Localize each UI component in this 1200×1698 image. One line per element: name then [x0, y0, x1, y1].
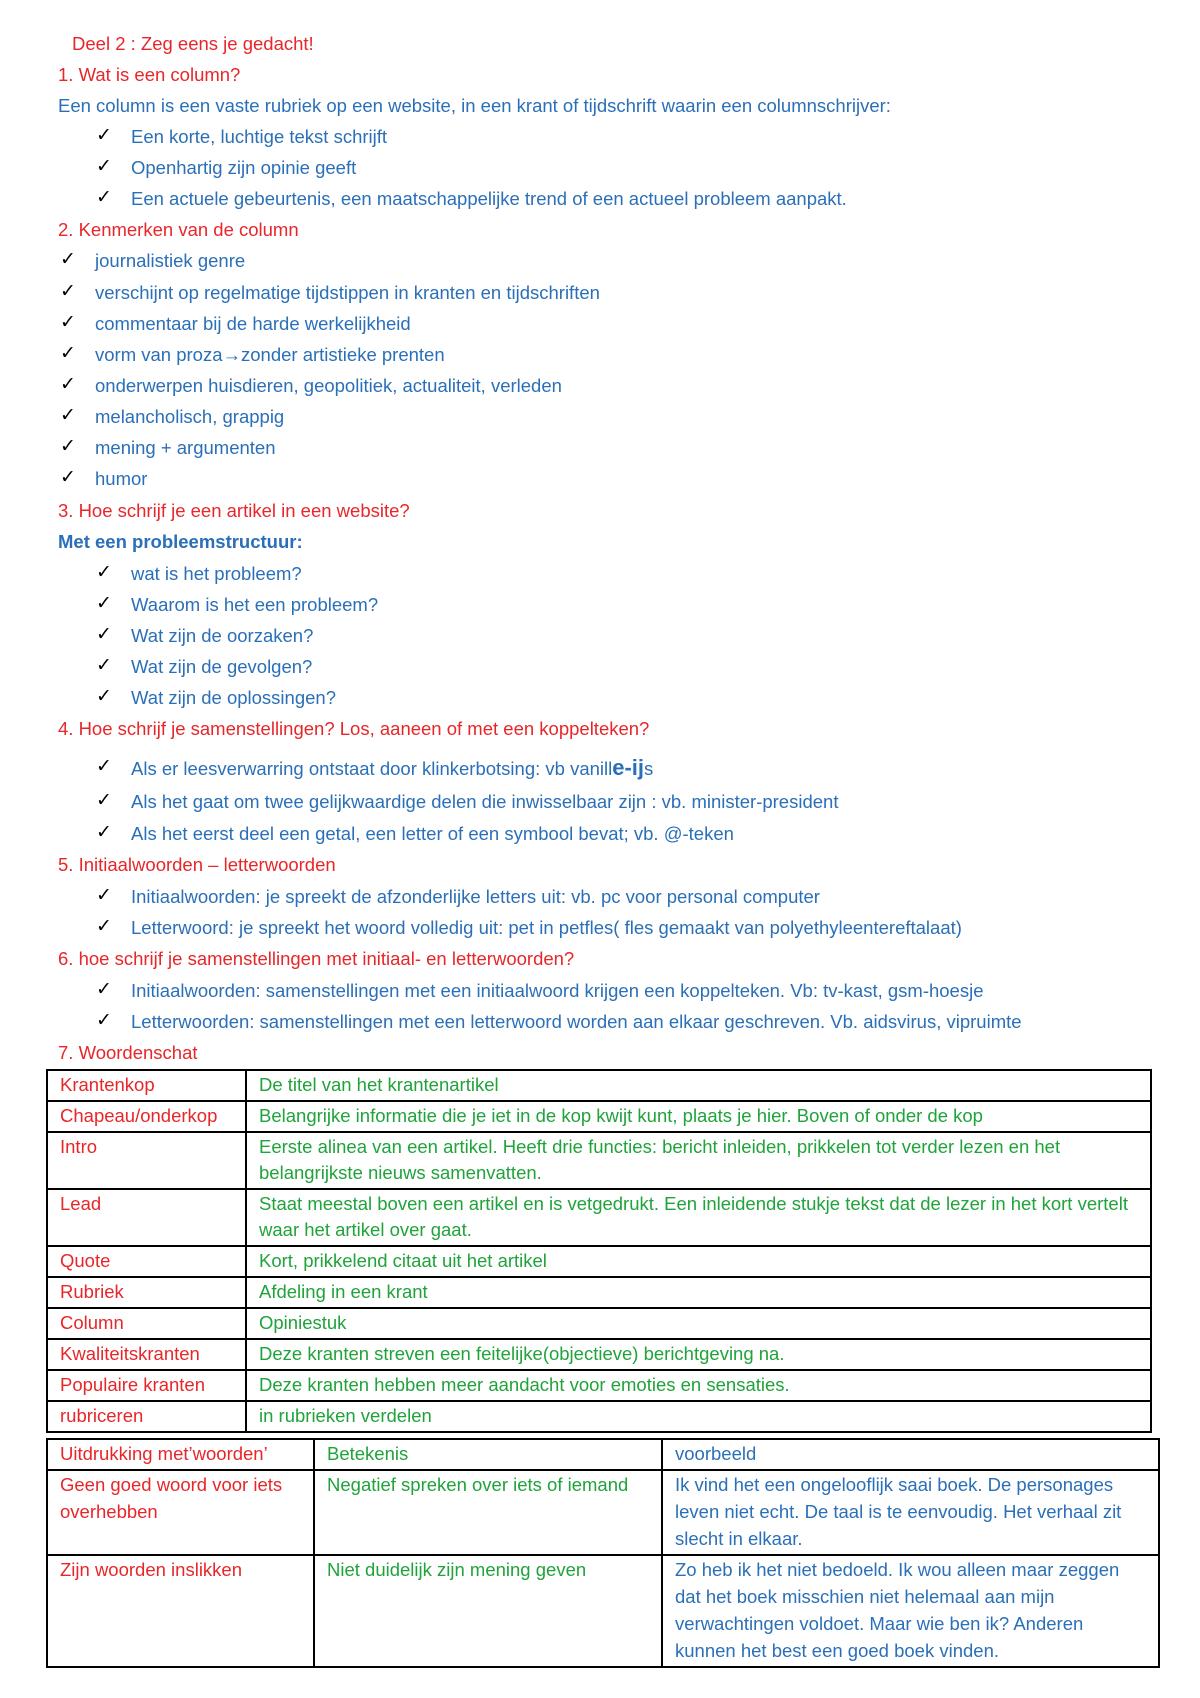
table-cell-definition: Deze kranten streven een feitelijke(objectieve) berichtgeving na. [246, 1339, 1151, 1370]
list-item: Wat zijn de gevolgen? [131, 656, 313, 677]
checkmark-icon: ✓ [96, 756, 112, 777]
checkmark-icon: ✓ [96, 593, 112, 614]
list-item: Waarom is het een probleem? [131, 594, 379, 615]
table-cell-expression: Zijn woorden inslikken [47, 1555, 314, 1667]
list-item: melancholisch, grappig [95, 406, 285, 427]
table-cell-term: Lead [47, 1189, 246, 1246]
checkmark-icon: ✓ [96, 156, 112, 177]
list-item: wat is het probleem? [131, 563, 302, 584]
table-cell-term: Rubriek [47, 1277, 246, 1308]
checkmark-icon: ✓ [60, 467, 76, 488]
table-row [47, 1339, 1151, 1370]
list-item: Een actuele gebeurtenis, een maatschappelijke trend of een actueel probleem aanpakt. [131, 188, 847, 209]
vocabulary-table [46, 1069, 1152, 1433]
table-cell-term: Kwaliteitskranten [47, 1339, 246, 1370]
list-item: vorm van proza→zonder artistieke prenten [95, 344, 445, 365]
table-row [47, 1401, 1151, 1432]
table-cell-definition: Deze kranten hebben meer aandacht voor emoties en sensaties. [246, 1370, 1151, 1401]
list-item: mening + argumenten [95, 437, 276, 458]
table-cell-term: rubriceren [47, 1401, 246, 1432]
list-item: commentaar bij de harde werkelijkheid [95, 313, 411, 334]
table-cell-term: Intro [47, 1132, 246, 1189]
checkmark-icon: ✓ [60, 312, 76, 333]
checkmark-icon: ✓ [96, 187, 112, 208]
table-cell-example: Zo heb ik het niet bedoeld. Ik wou alleen maar zeggen dat het boek misschien niet helemaal aan mijn verwachtingen voldoet. Maar wie ben ik? Anderen kunnen het best een goed boek vinden. [662, 1555, 1159, 1667]
checkmark-icon: ✓ [96, 979, 112, 1000]
column-header-meaning: Betekenis [314, 1439, 662, 1470]
checkmark-icon: ✓ [96, 790, 112, 811]
checkmark-icon: ✓ [96, 686, 112, 707]
table-row [47, 1277, 1151, 1308]
section-4-heading: 4. Hoe schrijf je samenstellingen? Los, aaneen of met een koppelteken? [58, 718, 650, 739]
emphasized-text: e-ij [612, 755, 645, 780]
table-cell-term: Krantenkop [47, 1070, 246, 1101]
table-row [47, 1189, 1151, 1246]
column-header-example: voorbeeld [662, 1439, 1159, 1470]
checkmark-icon: ✓ [60, 436, 76, 457]
table-cell-definition: Afdeling in een krant [246, 1277, 1151, 1308]
table-row [47, 1132, 1151, 1189]
section-3-subheading: Met een probleemstructuur: [58, 531, 303, 552]
checkmark-icon: ✓ [96, 916, 112, 937]
table-row [47, 1370, 1151, 1401]
table-cell-example: Ik vind het een ongelooflijk saai boek. De personages leven niet echt. De taal is te eenvoudig. Het verhaal zit slecht in elkaar. [662, 1470, 1159, 1555]
table-row [47, 1246, 1151, 1277]
section-3-heading: 3. Hoe schrijf je een artikel in een website? [58, 500, 410, 521]
checkmark-icon: ✓ [60, 343, 76, 364]
table-cell-term: Chapeau/onderkop [47, 1101, 246, 1132]
list-item-text: Als er leesverwarring ontstaat door klinkerbotsing: vb vanill [131, 758, 613, 779]
section-5-heading: 5. Initiaalwoorden – letterwoorden [58, 854, 336, 875]
list-item: Initiaalwoorden: je spreekt de afzonderlijke letters uit: vb. pc voor personal computer [131, 886, 820, 907]
list-item: Een korte, luchtige tekst schrijft [131, 126, 388, 147]
section-7-heading: 7. Woordenschat [58, 1042, 198, 1063]
checkmark-icon: ✓ [60, 374, 76, 395]
table-cell-definition: Belangrijke informatie die je iet in de kop kwijt kunt, plaats je hier. Boven of onder de kop [246, 1101, 1151, 1132]
list-item: Letterwoord: je spreekt het woord volledig uit: pet in petfles( fles gemaakt van polyethyleentereftalaat) [131, 917, 962, 938]
checkmark-icon: ✓ [96, 624, 112, 645]
column-header-expression: Uitdrukking met’woorden’ [47, 1439, 314, 1470]
list-item: verschijnt op regelmatige tijdstippen in kranten en tijdschriften [95, 282, 600, 303]
list-item: onderwerpen huisdieren, geopolitiek, actualiteit, verleden [95, 375, 562, 396]
checkmark-icon: ✓ [96, 885, 112, 906]
checkmark-icon: ✓ [60, 249, 76, 270]
table-cell-term: Column [47, 1308, 246, 1339]
table-cell-definition: De titel van het krantenartikel [246, 1070, 1151, 1101]
table-cell-definition: Kort, prikkelend citaat uit het artikel [246, 1246, 1151, 1277]
table-row [47, 1101, 1151, 1132]
section-1-heading: 1. Wat is een column? [58, 64, 241, 85]
table-cell-definition: Eerste alinea van een artikel. Heeft drie functies: bericht inleiden, prikkelen tot verder lezen en het belangrijkste nieuws samenvatten. [246, 1132, 1151, 1189]
document-title: Deel 2 : Zeg eens je gedacht! [72, 33, 314, 54]
table-cell-definition: Opiniestuk [246, 1308, 1151, 1339]
table-cell-meaning: Negatief spreken over iets of iemand [314, 1470, 662, 1555]
table-row [47, 1070, 1151, 1101]
list-item: Letterwoorden: samenstellingen met een letterwoord worden aan elkaar geschreven. Vb. aidsvirus, vipruimte [131, 1011, 1022, 1032]
list-item: humor [95, 468, 148, 489]
checkmark-icon: ✓ [96, 562, 112, 583]
table-cell-meaning: Niet duidelijk zijn mening geven [314, 1555, 662, 1667]
list-item: Openhartig zijn opinie geeft [131, 157, 357, 178]
section-2-heading: 2. Kenmerken van de column [58, 219, 299, 240]
table-cell-definition: Staat meestal boven een artikel en is vetgedrukt. Een inleidende stukje tekst dat de lezer in het kort vertelt waar het artikel over gaat. [246, 1189, 1151, 1246]
list-item: Wat zijn de oorzaken? [131, 625, 314, 646]
checkmark-icon: ✓ [60, 281, 76, 302]
table-cell-definition: in rubrieken verdelen [246, 1401, 1151, 1432]
list-item: journalistiek genre [95, 250, 246, 271]
table-cell-term: Populaire kranten [47, 1370, 246, 1401]
table-row [47, 1308, 1151, 1339]
table-row [47, 1555, 1159, 1667]
checkmark-icon: ✓ [96, 655, 112, 676]
list-item: Als het gaat om twee gelijkwaardige delen die inwisselbaar zijn : vb. minister-president [131, 791, 839, 812]
list-item: Wat zijn de oplossingen? [131, 687, 336, 708]
list-item: Als het eerst deel een getal, een letter of een symbool bevat; vb. @-teken [131, 823, 734, 844]
section-1-intro: Een column is een vaste rubriek op een website, in een krant of tijdschrift waarin een columnschrijver: [58, 95, 891, 116]
checkmark-icon: ✓ [60, 405, 76, 426]
checkmark-icon: ✓ [96, 1010, 112, 1031]
table-header-row [47, 1439, 1159, 1470]
table-cell-term: Quote [47, 1246, 246, 1277]
section-6-heading: 6. hoe schrijf je samenstellingen met initiaal- en letterwoorden? [58, 948, 575, 969]
list-item [131, 756, 653, 781]
table-cell-expression: Geen goed woord voor iets overhebben [47, 1470, 314, 1555]
table-row [47, 1470, 1159, 1555]
list-item-text: s [644, 758, 654, 779]
checkmark-icon: ✓ [96, 822, 112, 843]
expressions-table [46, 1438, 1160, 1668]
checkmark-icon: ✓ [96, 125, 112, 146]
list-item: Initiaalwoorden: samenstellingen met een initiaalwoord krijgen een koppelteken. Vb: tv-kast, gsm-hoesje [131, 980, 984, 1001]
